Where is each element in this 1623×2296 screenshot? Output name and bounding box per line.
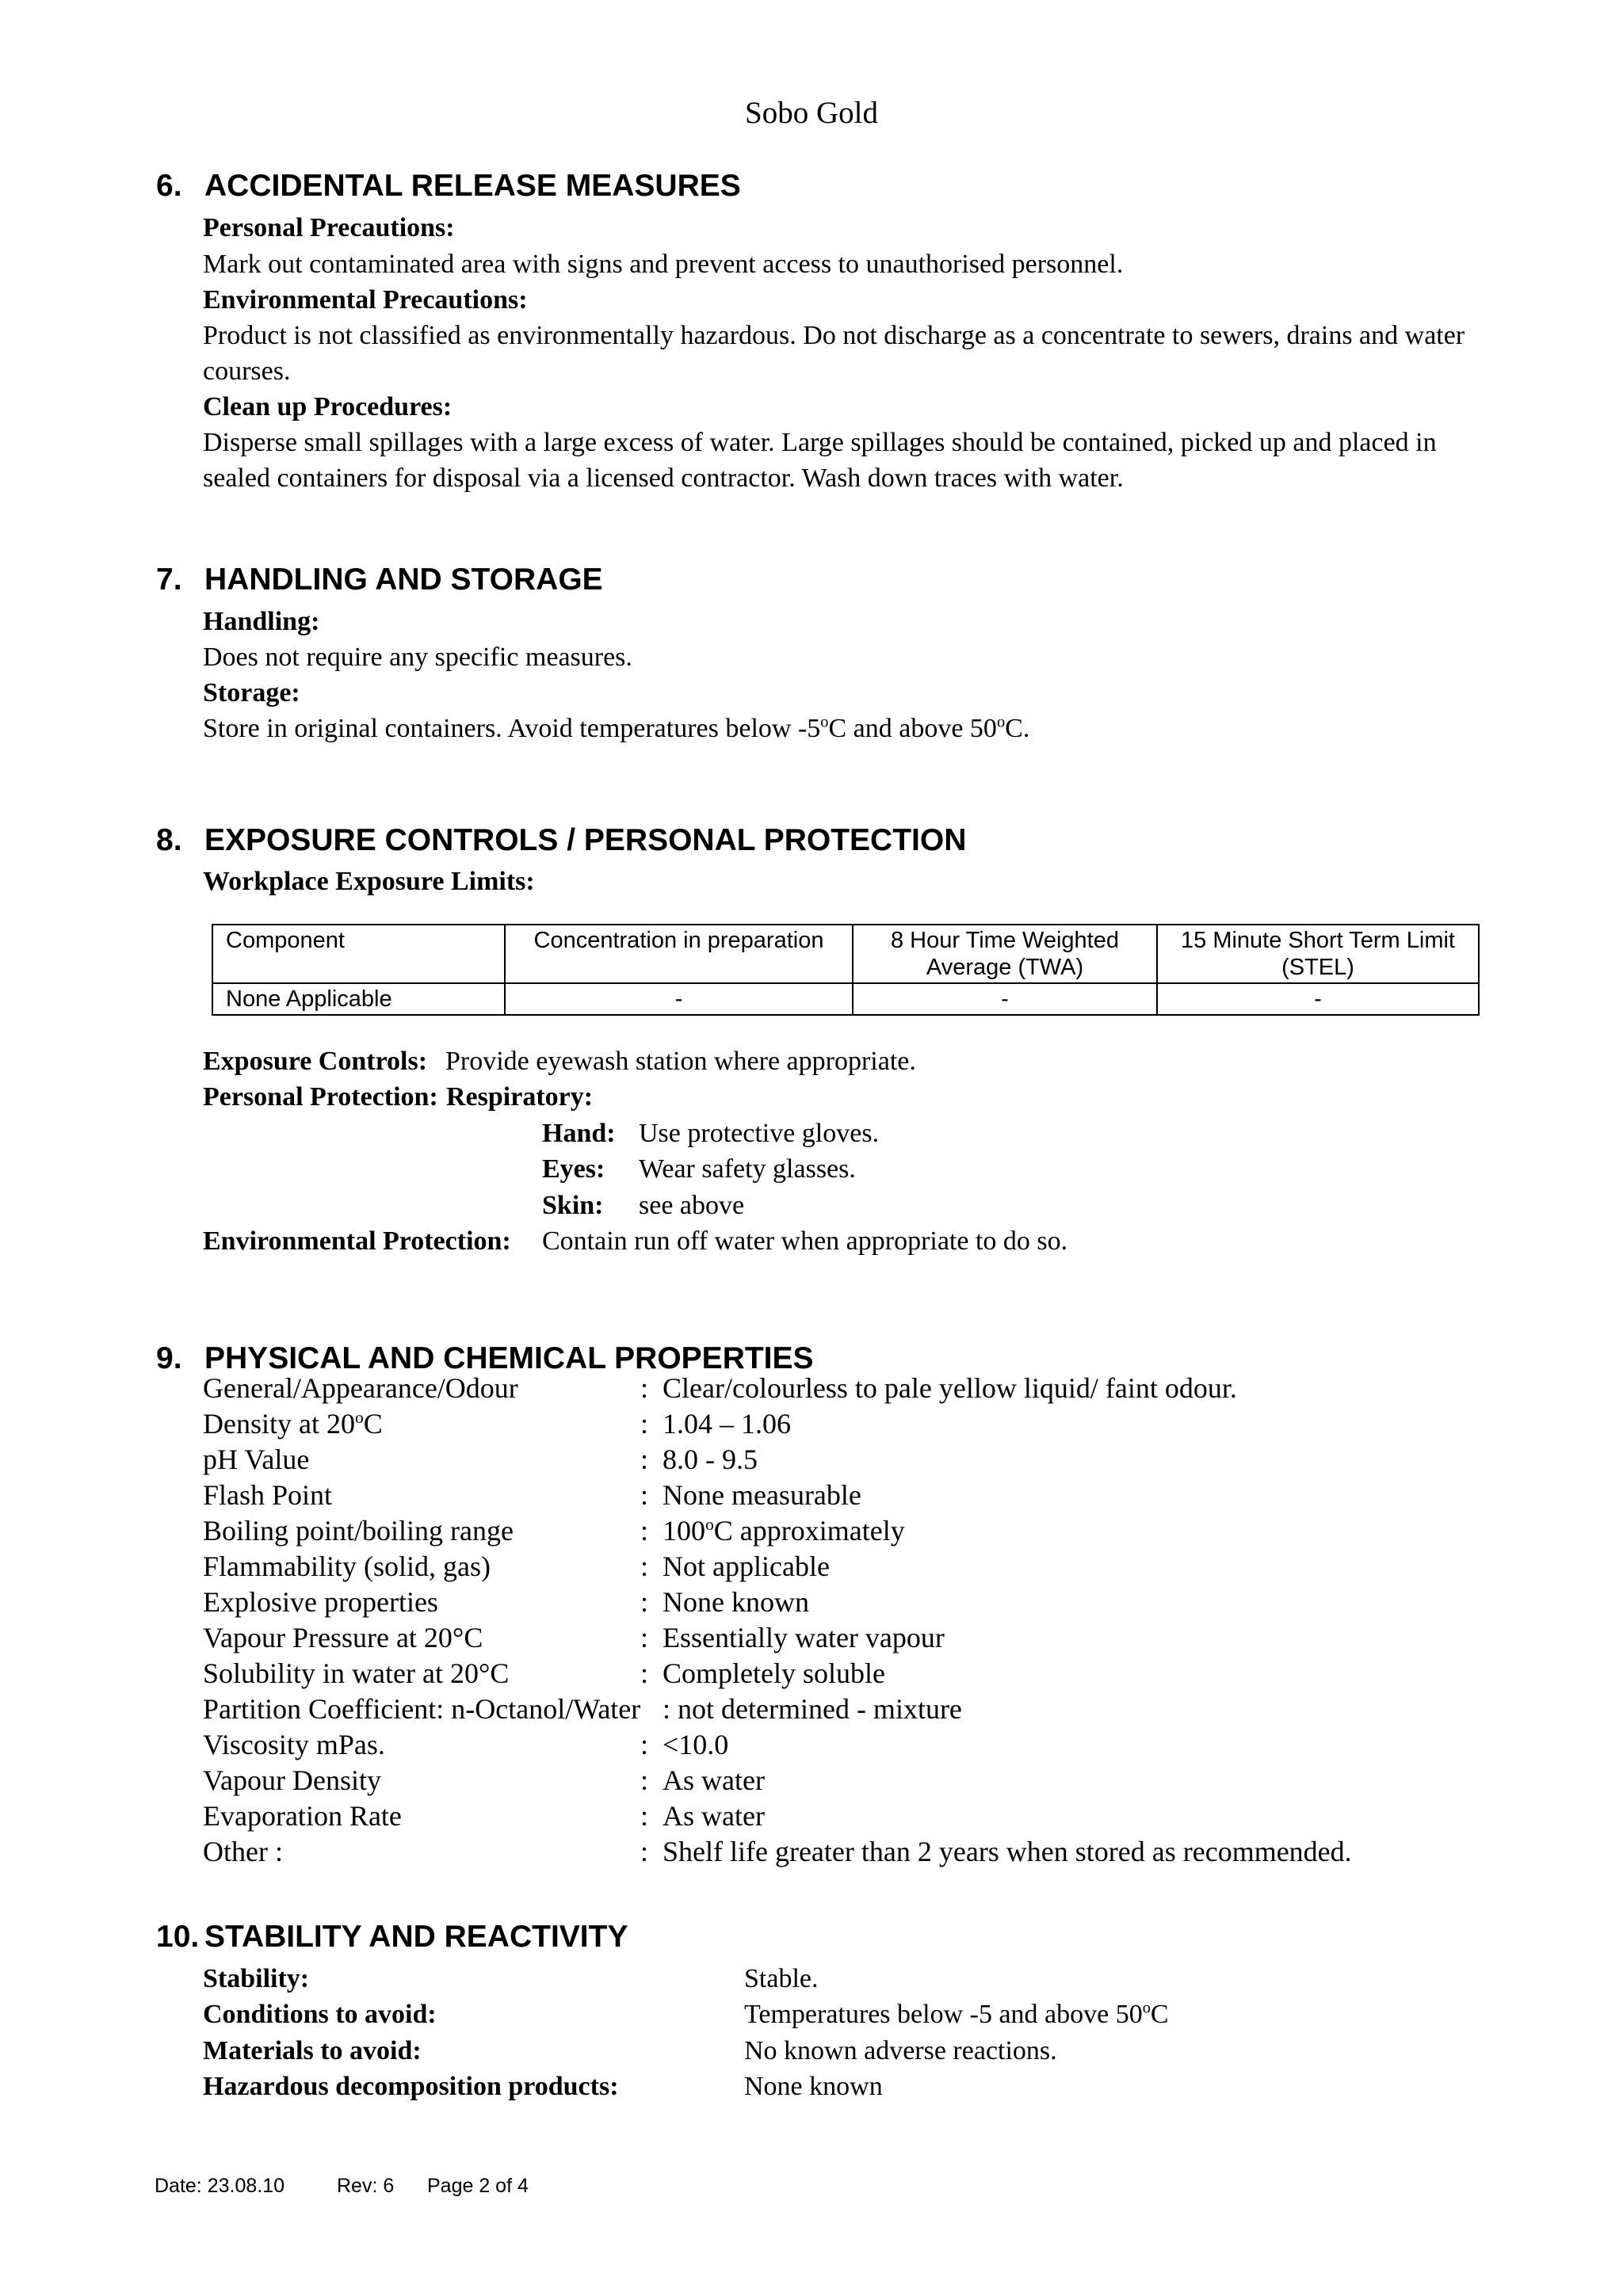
- personal-precautions-text: Mark out contaminated area with signs and prevent access to unauthorised personnel.: [203, 250, 1124, 279]
- table-header-cell: Concentration in preparation: [505, 925, 853, 983]
- property-colon: :: [640, 1800, 649, 1832]
- table-header-cell: Component: [212, 925, 505, 983]
- property-value: None known: [663, 1586, 809, 1618]
- property-colon: :: [640, 1515, 649, 1547]
- property-value: 1.04 – 1.06: [663, 1408, 791, 1440]
- property-label: Explosive properties: [203, 1586, 438, 1618]
- hand-label: Hand:: [542, 1119, 616, 1148]
- property-label: Solubility in water at 20°C: [203, 1657, 510, 1689]
- hazardous-decomposition-label: Hazardous decomposition products:: [203, 2072, 619, 2101]
- skin-label: Skin:: [542, 1191, 604, 1220]
- property-label: Viscosity mPas.: [203, 1729, 385, 1760]
- section-8-title: EXPOSURE CONTROLS / PERSONAL PROTECTION: [204, 823, 967, 857]
- property-label: Boiling point/boiling range: [203, 1515, 514, 1547]
- table-cell: -: [1157, 983, 1479, 1015]
- stability-label: Stability:: [203, 1964, 310, 1993]
- conditions-to-avoid-text: Temperatures below -5 and above 50$^o$C: [744, 1999, 1169, 2029]
- property-colon: :: [640, 1729, 649, 1760]
- property-colon: :: [640, 1550, 649, 1582]
- property-label: pH Value: [203, 1444, 310, 1475]
- exposure-limits-table: [212, 924, 1480, 1016]
- property-colon: :: [640, 1622, 649, 1653]
- handling-text: Does not require any specific measures.: [203, 643, 632, 672]
- section-7-number: 7.: [156, 563, 182, 597]
- table-row: [212, 983, 1479, 1015]
- environmental-precautions-text: Product is not classified as environmentally hazardous. Do not discharge as a concentrate to sewers, drains and water courses.: [203, 321, 1465, 386]
- footer-page-number: Page 2 of 4: [427, 2175, 529, 2197]
- environmental-protection-label: Environmental Protection:: [203, 1226, 511, 1256]
- property-value: As water: [663, 1800, 765, 1832]
- storage-text: Store in original containers. Avoid temperatures below -5$^o$C and above 50$^o$C.: [203, 713, 1030, 743]
- exposure-controls-label: Exposure Controls:: [203, 1047, 428, 1076]
- property-value: As water: [663, 1764, 765, 1796]
- section-10-number: 10.: [156, 1920, 200, 1954]
- property-colon: :: [640, 1764, 649, 1796]
- property-value: Clear/colourless to pale yellow liquid/ faint odour.: [663, 1372, 1237, 1404]
- section-8-number: 8.: [156, 823, 182, 857]
- hand-text: Use protective gloves.: [639, 1119, 880, 1148]
- property-colon: :: [640, 1586, 649, 1618]
- property-colon: :: [640, 1657, 649, 1689]
- property-value: None measurable: [663, 1479, 861, 1511]
- eyes-label: Eyes:: [542, 1154, 605, 1184]
- environmental-precautions-label: Environmental Precautions:: [203, 285, 528, 315]
- personal-precautions-label: Personal Precautions:: [203, 213, 455, 242]
- property-label: General/Appearance/Odour: [203, 1372, 518, 1404]
- table-header-row: [212, 925, 1479, 983]
- property-colon: :: [640, 1372, 649, 1404]
- footer-revision: Rev: 6: [337, 2175, 395, 2197]
- property-colon: :: [640, 1836, 649, 1867]
- footer-date: Date: 23.08.10: [155, 2175, 285, 2197]
- property-colon: :: [640, 1444, 649, 1475]
- property-value: <10.0: [663, 1729, 729, 1760]
- personal-protection-label: Personal Protection:: [203, 1082, 438, 1112]
- property-label: Partition Coefficient: n-Octanol/Water: [203, 1693, 641, 1725]
- property-label: Vapour Pressure at 20°C: [203, 1622, 483, 1653]
- table-cell: -: [505, 983, 853, 1015]
- conditions-to-avoid-label: Conditions to avoid:: [203, 2000, 437, 2029]
- property-label: Vapour Density: [203, 1764, 381, 1796]
- section-6-title: ACCIDENTAL RELEASE MEASURES: [204, 169, 741, 203]
- property-colon: :: [640, 1479, 649, 1511]
- property-label: Flammability (solid, gas): [203, 1550, 491, 1582]
- property-label: Other :: [203, 1836, 283, 1867]
- property-value: 8.0 - 9.5: [663, 1444, 758, 1475]
- property-value: Not applicable: [663, 1550, 830, 1582]
- storage-label: Storage:: [203, 678, 300, 707]
- section-10-title: STABILITY AND REACTIVITY: [204, 1920, 628, 1954]
- table-cell: None Applicable: [212, 983, 505, 1015]
- section-6-number: 6.: [156, 169, 182, 203]
- section-9-title: PHYSICAL AND CHEMICAL PROPERTIES: [204, 1341, 814, 1375]
- property-value: : not determined - mixture: [663, 1693, 962, 1725]
- hazardous-decomposition-text: None known: [744, 2072, 883, 2101]
- property-label: Density at 20$^o$C: [203, 1408, 383, 1440]
- cleanup-procedures-label: Clean up Procedures:: [203, 392, 453, 421]
- exposure-controls-text: Provide eyewash station where appropriate.: [445, 1047, 916, 1076]
- property-label: Flash Point: [203, 1479, 333, 1511]
- environmental-protection-text: Contain run off water when appropriate to do so.: [542, 1226, 1068, 1256]
- eyes-text: Wear safety glasses.: [639, 1154, 856, 1184]
- handling-label: Handling:: [203, 607, 320, 636]
- skin-text: see above: [639, 1191, 745, 1220]
- cleanup-procedures-text: Disperse small spillages with a large excess of water. Large spillages should be contained, picked up and placed in sealed containers for disposal via a licensed contractor. Wash down traces with water.: [203, 428, 1437, 493]
- table-cell: -: [853, 983, 1157, 1015]
- document-header-title: Sobo Gold: [745, 96, 878, 130]
- stability-text: Stable.: [744, 1964, 819, 1993]
- property-colon: :: [640, 1408, 649, 1440]
- section-7-title: HANDLING AND STORAGE: [204, 563, 603, 597]
- respiratory-label: Respiratory:: [446, 1082, 594, 1112]
- materials-to-avoid-label: Materials to avoid:: [203, 2036, 422, 2065]
- table-header-cell: 15 Minute Short Term Limit (STEL): [1157, 925, 1479, 983]
- property-value: Shelf life greater than 2 years when stored as recommended.: [663, 1836, 1352, 1867]
- property-label: Evaporation Rate: [203, 1800, 402, 1832]
- section-9-number: 9.: [156, 1341, 182, 1375]
- table-header-cell: 8 Hour Time Weighted Average (TWA): [853, 925, 1157, 983]
- property-value: 100$^o$C approximately: [663, 1515, 905, 1547]
- property-value: Essentially water vapour: [663, 1622, 945, 1653]
- workplace-exposure-limits-label: Workplace Exposure Limits:: [203, 867, 535, 896]
- property-value: Completely soluble: [663, 1657, 885, 1689]
- materials-to-avoid-text: No known adverse reactions.: [744, 2036, 1057, 2065]
